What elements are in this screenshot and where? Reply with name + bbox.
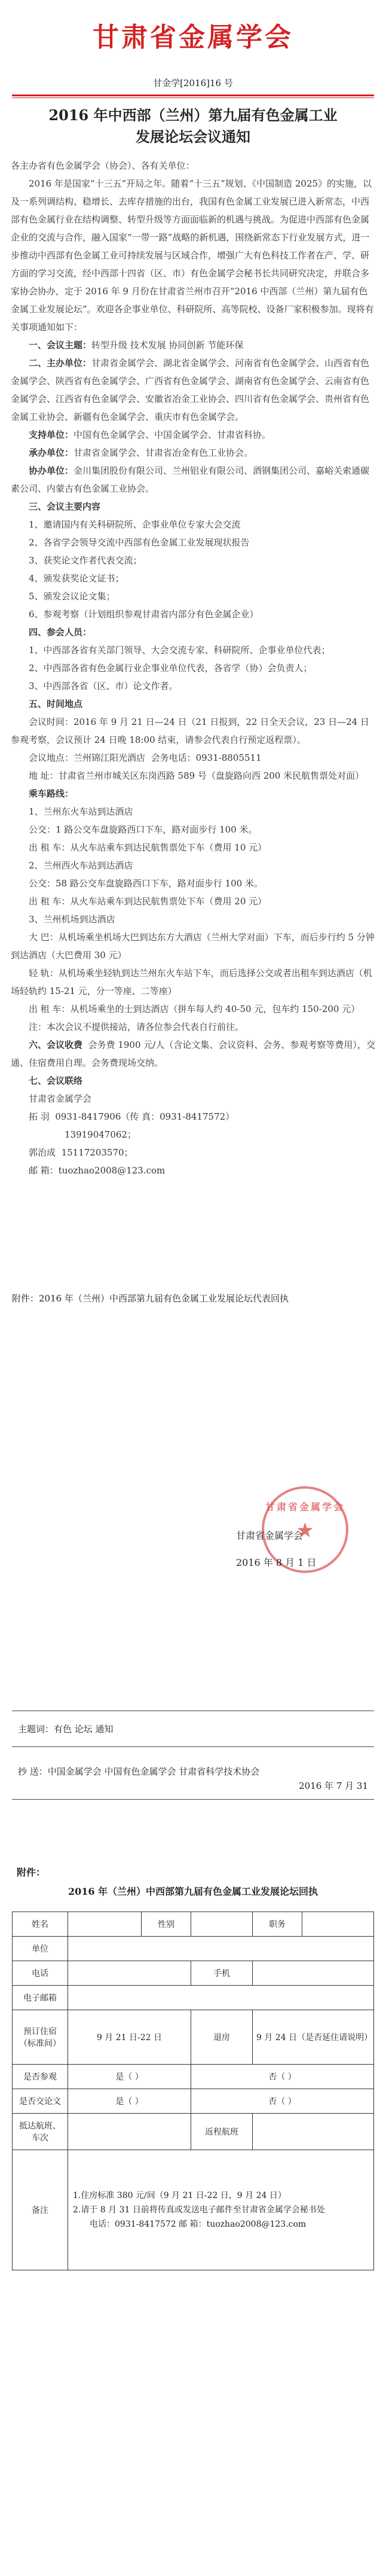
intro-paragraph: 2016 年是国家“十三五”开局之年。随着“十三五”规划、《中国制造 2025》的实施，以及一系列调结构、稳增长、去库存措施的出台，我国有色金属工业发展已进入新常态，中西部有色金属行业在结构调整、转型升级等方面面临新的机遇与挑战。为促进中西部有色金属企业的交流与合作，融入国家“一带一路”战略的新机遇，围绕新常态下行业发展方式，进一步推动中西部有色金属工业可持续发展与区域合作，增强广大有色科技工作者在产、学、研方面的学习交流，经中西部十四省（区、市）有色金属学会秘书长共同研究决定，并联合多家协会协办，定于 2016 年 9 月份在甘肃省兰州市召开“2016 中西部（兰州）第九届有色金属工业发展论坛”。欢迎各企事业单位、科研院所、高等院校、设备厂家积极参加。现将有关事项通知如下： <box>11 178 374 333</box>
route-item: 出 租 车：从火车站乘车到达民航售票处下车（费用 10 元） <box>29 842 267 853</box>
meeting-address: 地 址：甘肃省兰州市城关区东岗西路 589 号（盘旋路向西 200 米民航售票处对面） <box>29 770 364 781</box>
supporters: 支持单位：中国有色金属学会、中国金属学会、甘肃省科协。 <box>29 429 271 440</box>
cell-name-value[interactable] <box>68 1912 142 1937</box>
route-note: 注：本次会议不提供接站，请各位参会代表自行前往。 <box>29 1022 244 1032</box>
cell-note-label: 备注 <box>13 2150 68 2270</box>
cell-visit-no[interactable]: 否（ ） <box>191 2065 374 2089</box>
section-time-place-title: 五、时间地点 <box>29 699 83 709</box>
cell-arrival-label: 抵达航班、车次 <box>13 2114 68 2150</box>
cell-checkout-label: 退房 <box>191 2010 253 2065</box>
list-item: 1、中西部各省有关部门领导、大会交流专家、科研院所、企事业单位代表； <box>29 645 330 656</box>
cell-email-value[interactable] <box>68 1986 374 2010</box>
section-theme: 一、会议主题：转型升级 技术发展 协同创新 节能环保 <box>29 340 244 350</box>
header-red-line-thin <box>12 97 374 98</box>
notice-title: 2016 年中西部（兰州）第九届有色金属工业 发展论坛会议通知 <box>48 106 338 145</box>
contact-mobile: 13919047062； <box>65 1129 136 1140</box>
section-attendees-title: 四、参会人员： <box>29 627 92 638</box>
contact-org: 甘肃省金属学会 <box>29 1093 92 1104</box>
list-item: 4、颁发获奖论文证书； <box>29 573 124 584</box>
contact-person-2: 郭治成 15117203570； <box>29 1147 133 1158</box>
seal-star-icon: ★ <box>296 1519 314 1542</box>
divider <box>12 1799 374 1800</box>
cc-line: 抄 送：中国金属学会 中国有色金属学会 甘肃省科学技术协会 2016 年 7 月 31 <box>18 1766 368 1791</box>
salutation: 各主办省有色金属学会（协会）、各有关单位： <box>11 160 195 171</box>
signature-date: 2016 年 8 月 1 日 <box>236 1557 317 1568</box>
route-item: 出 租 车：从机场乘坐的士到达酒店（拼车每人约 40-50 元，包车约 150-200 元） <box>29 1004 360 1014</box>
cell-return-label: 返程航班 <box>191 2114 253 2150</box>
list-item: 3、中西部各省（区、市）论文作者。 <box>29 681 178 691</box>
section-contact-title: 七、会议联络 <box>29 1075 83 1086</box>
list-item: 2、中西部各省有色金属行业企事业单位代表，各省学（协）会负责人； <box>29 663 313 673</box>
cell-arrive-date: 9 月 21 日-22 日 <box>68 2010 191 2065</box>
cell-checkout-date: 9 月 24 日（是否延住请说明） <box>253 2010 374 2065</box>
signature-org: 甘肃省金属学会 <box>236 1530 304 1541</box>
form-attachment-label: 附件： <box>17 1867 46 1878</box>
cell-gender-label: 性别 <box>142 1912 191 1937</box>
form-title: 2016 年（兰州）中西部第九届有色金属工业发展论坛回执 <box>68 1886 318 1897</box>
list-item: 3、获奖论文作者代表交流； <box>29 555 142 566</box>
section-content-title: 三、会议主要内容 <box>29 501 101 512</box>
cell-name-label: 姓名 <box>13 1912 68 1937</box>
cell-tel-value[interactable] <box>68 1961 191 1986</box>
cell-visit-label: 是否参观 <box>13 2065 68 2089</box>
header-red-line <box>12 94 374 96</box>
meeting-venue: 会议地点：兰州锦江阳光酒店 会务电话：0931-8805511 <box>29 752 262 763</box>
contact-person: 拓 羽 0931-8417906（传 真：0931-8417572） <box>29 1111 235 1122</box>
divider <box>12 1746 374 1747</box>
cell-email-label: 电子邮箱 <box>13 1986 68 2010</box>
hosts: 承办单位：甘肃省金属学会、甘肃省冶金有色工业协会。 <box>29 447 253 458</box>
cell-paper-no[interactable]: 否（ ） <box>191 2089 374 2114</box>
cell-post-label: 职务 <box>253 1912 302 1937</box>
cell-mobile-value[interactable] <box>253 1961 374 1986</box>
cell-paper-label: 是否交论文 <box>13 2089 68 2114</box>
co-organizers: 协办单位：金川集团股份有限公司、兰州铝业有限公司、酒钢集团公司、嘉峪关索通碳素公司、内蒙古有色金属工业协会。 <box>11 465 370 494</box>
cell-unit-value[interactable] <box>68 1937 374 1961</box>
list-item: 1、邀请国内有关科研院所、企事业单位专家大会交流 <box>29 519 241 530</box>
contact-email: 邮 箱：tuozhao2008@123.com <box>29 1165 166 1176</box>
org-title: 甘肃省金属学会 <box>93 22 293 53</box>
cell-paper-yes[interactable]: 是（ ） <box>68 2089 191 2114</box>
route-item: 大 巴：从机场乘坐机场大巴到达东方大酒店（兰州大学对面）下车，而后步行约 5 分钟到达酒店（大巴费用 30 元） <box>11 932 375 961</box>
official-seal: 甘肃省金属学会 ★ <box>262 1486 348 1573</box>
route-item: 2、兰州西火车站到达酒店 <box>29 860 133 871</box>
keywords: 主题词：有色 论坛 通知 <box>18 1724 114 1734</box>
list-item: 6、参观考察（计划组织参观甘肃省内部分有色金属企业） <box>29 609 259 620</box>
cell-post-value[interactable] <box>302 1912 374 1937</box>
list-item: 5、颁发会议论文集； <box>29 591 115 602</box>
cell-return-value[interactable] <box>253 2114 374 2150</box>
route-item: 出 租 车：从火车站乘车到达民航售票处下车（费用 20 元） <box>29 896 267 907</box>
registration-table <box>12 1912 374 2270</box>
section-fee: 六、会议收费 会务费 1900 元/人（含论文集、会议资料、会务、参观考察等费用），交通、住宿费用自理。会务费现场交纳。 <box>11 1039 375 1068</box>
document-number: 甘金学[2016]16 号 <box>153 78 233 89</box>
route-title: 乘车路线： <box>29 788 74 799</box>
section-organizers: 二、主办单位：甘肃省金属学会、湖北省金属学会、河南省有色金属学会、山西省有色金属学会、陕西省有色金属学会、广西省有色金属学会、湖南省有色金属学会、云南省有色金属学会、江西省有色金属学会、安徽省冶金工业协会、四川省有色金属学会、贵州省有色金属工业协会、新疆有色金属学会、重庆市有色金属学会。 <box>11 358 370 422</box>
route-item: 1、兰州东火车站到达酒店 <box>29 806 133 817</box>
cell-mobile-label: 手机 <box>191 1961 253 1986</box>
cell-note-value: 1.住房标准 380 元/间（9 月 21 日-22 日，9 月 24 日） 2.请于 8 月 31 日前将传真或发送电子邮件至甘肃省金属学会秘书处 电话：0931-8417572 邮 箱：tuozhao2008@123.com <box>68 2150 374 2270</box>
route-item: 公交：58 路公交车盘旋路西口下车，路对面步行 100 米。 <box>29 878 264 889</box>
cell-unit-label: 单位 <box>13 1937 68 1961</box>
route-item: 3、兰州机场到达酒店 <box>29 914 115 925</box>
cell-lodging-label: 预订住宿（标准间） <box>13 2010 68 2065</box>
route-item: 公交：1 路公交车盘旋路西口下车，路对面步行 100 米。 <box>29 824 258 835</box>
cell-visit-yes[interactable]: 是（ ） <box>68 2065 191 2089</box>
route-item: 轻 轨：从机场乘坐轻轨到达兰州东火车站下车，而后选择公交或者出租车到达酒店（机场轻轨约 15-21 元，分一等座、二等座） <box>11 968 372 996</box>
meeting-time: 会议时间：2016 年 9 月 21 日—24 日（21 日报到，22 日全天会议，23 日—24 日参观考察，会议预计 24 日晚 18:00 结束，请参会代表自行预定返程票）。 <box>11 717 369 745</box>
list-item: 2、各省学会领导交流中西部有色金属工业发展现状报告 <box>29 537 250 548</box>
cell-tel-label: 电话 <box>13 1961 68 1986</box>
cell-gender-value[interactable] <box>191 1912 253 1937</box>
notice-body <box>11 157 375 1179</box>
attachment-line: 附件：2016 年（兰州）中西部第九届有色金属工业发展论坛代表回执 <box>12 1293 289 1304</box>
cell-arrival-value[interactable] <box>68 2114 191 2150</box>
